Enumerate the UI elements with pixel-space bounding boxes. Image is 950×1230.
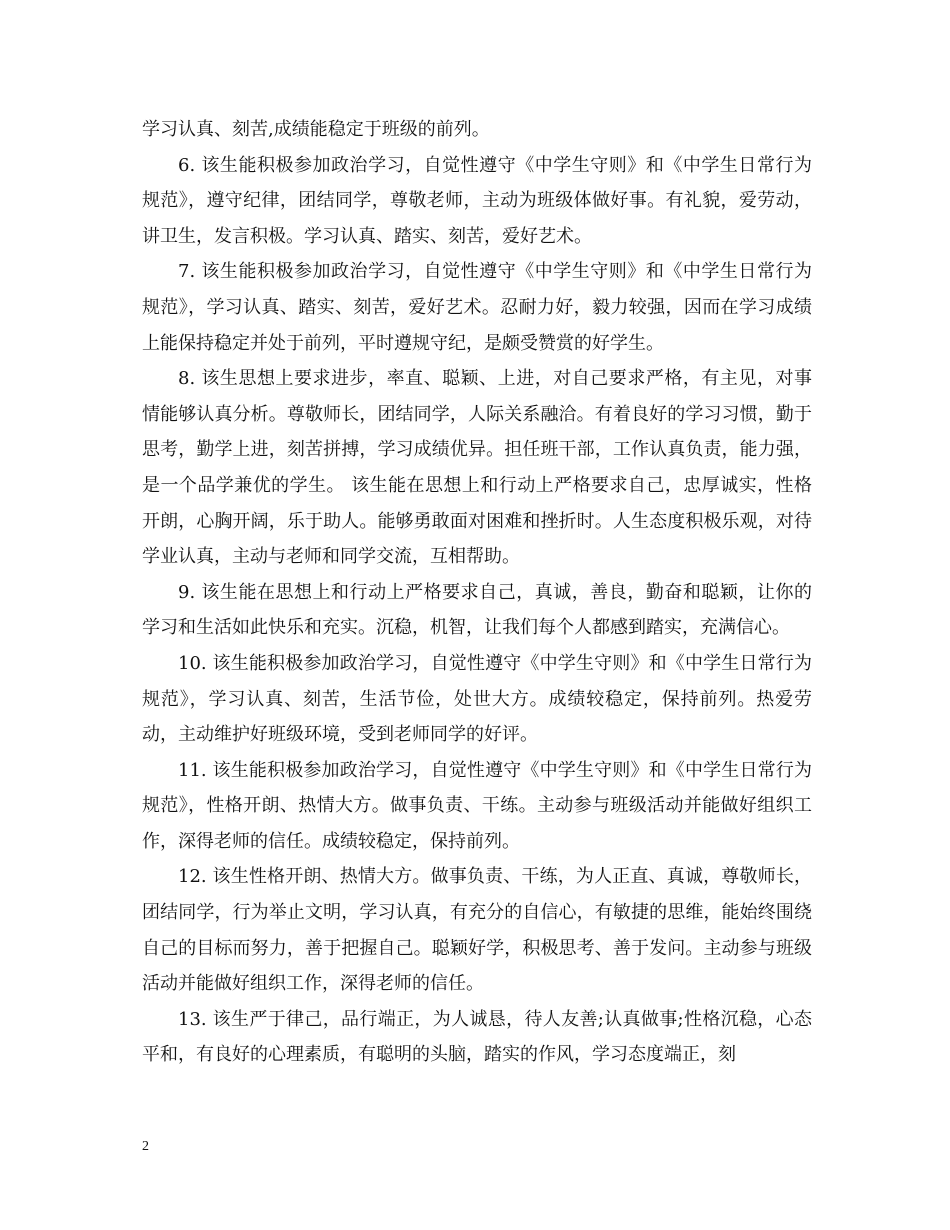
- document-body: [142, 112, 812, 1073]
- paragraph-item-9: 9. 该生能在思想上和行动上严格要求自己，真诚，善良，勤奋和聪颖，让你的学习和生活如此快乐和充实。沉稳，机智，让我们每个人都感到踏实，充满信心。: [142, 581, 812, 639]
- page-number: 2: [142, 1139, 149, 1154]
- paragraph-item-11: 11. 该生能积极参加政治学习，自觉性遵守《中学生守则》和《中学生日常行为规范》，性格开朗、热情大方。做事负责、干练。主动参与班级活动并能做好组织工作，深得老师的信任。成绩较稳定，保持前列。: [142, 759, 812, 852]
- paragraph-item-10: 10. 该生能积极参加政治学习，自觉性遵守《中学生守则》和《中学生日常行为规范》，学习认真、刻苦，生活节俭，处世大方。成绩较稳定，保持前列。热爱劳动，主动维护好班级环境，受到老师同学的好评。: [142, 652, 812, 746]
- paragraph-item-8: 8. 该生思想上要求进步，率直、聪颖、上进，对自己要求严格，有主见，对事情能够认真分析。尊敬师长，团结同学，人际关系融洽。有着良好的学习习惯，勤于思考，勤学上进，刻苦拼搏，学习成绩优异。担任班干部，工作认真负责，能力强，是一个品学兼优的学生。 该生能在思想上和行动上严格要求自己，忠厚诚实，性格开朗，心胸开阔，乐于助人。能够勇敢面对困难和挫折时。人生态度积极乐观，对待学业认真，主动与老师和同学交流，互相帮助。: [142, 368, 812, 568]
- paragraph-item-7: 7. 该生能积极参加政治学习，自觉性遵守《中学生守则》和《中学生日常行为规范》，学习认真、踏实、刻苦，爱好艺术。忍耐力好，毅力较强，因而在学习成绩上能保持稳定并处于前列，平时遵规守纪，是颇受赞赏的好学生。: [142, 261, 812, 354]
- paragraph-item-13: 13. 该生严于律己，品行端正，为人诚恳，待人友善;认真做事;性格沉稳，心态平和，有良好的心理素质，有聪明的头脑，踏实的作风，学习态度端正，刻: [142, 1008, 812, 1066]
- paragraph-item-6: 6. 该生能积极参加政治学习，自觉性遵守《中学生守则》和《中学生日常行为规范》，遵守纪律，团结同学，尊敬老师，主动为班级体做好事。有礼貌，爱劳动，讲卫生，发言积极。学习认真、踏实、刻苦，爱好艺术。: [142, 154, 812, 247]
- paragraph-item-12: 12. 该生性格开朗、热情大方。做事负责、干练，为人正直、真诚，尊敬师长，团结同学，行为举止文明，学习认真，有充分的自信心，有敏捷的思维，能始终围绕自己的目标而努力，善于把握自己。聪颖好学，积极思考、善于发问。主动参与班级活动并能做好组织工作，深得老师的信任。: [142, 866, 812, 995]
- paragraph-continuation: 学习认真、刻苦,成绩能稳定于班级的前列。: [142, 119, 490, 140]
